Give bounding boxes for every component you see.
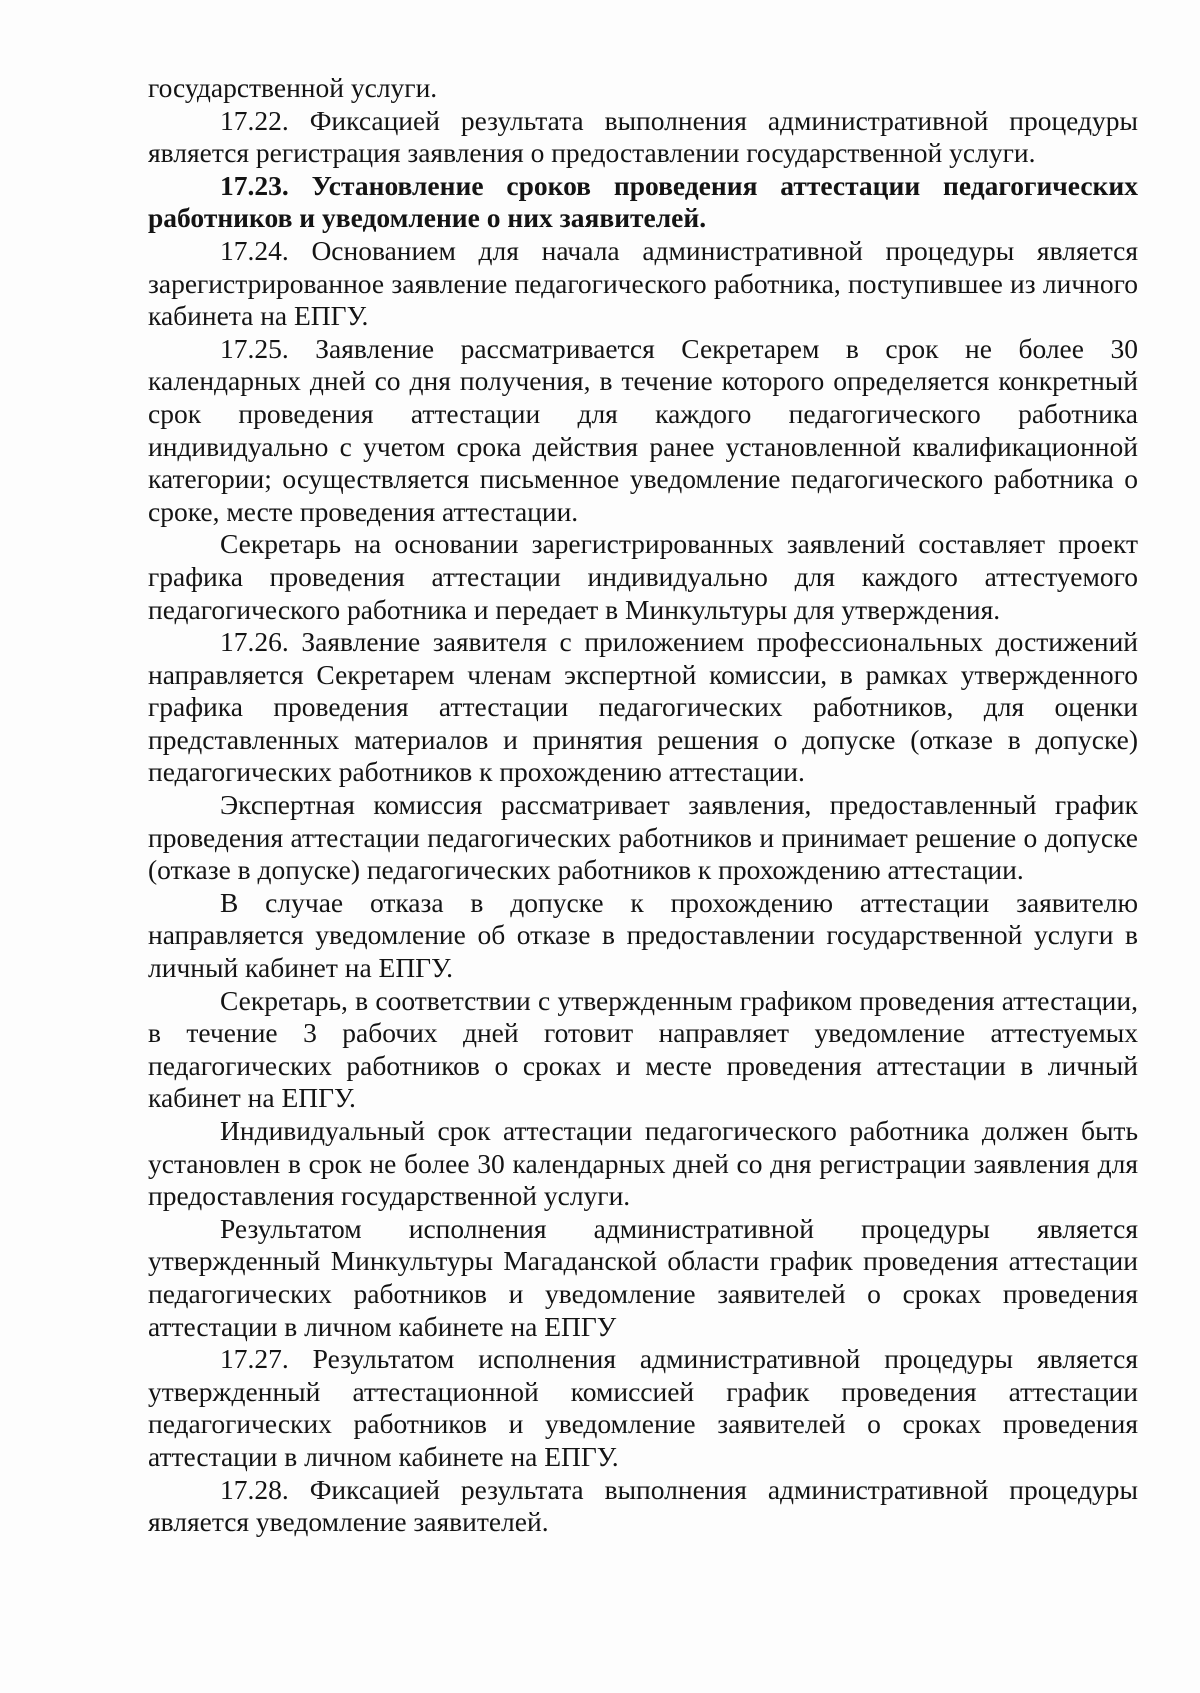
paragraph-individual-term: Индивидуальный срок аттестации педагогического работника должен быть установлен в срок не более 30 календарных дней со дня регистрации заявления для предоставления государственной услуги.	[148, 1115, 1138, 1212]
section-heading-17-23: 17.23. Установление сроков проведения аттестации педагогических работников и уведомление о них заявителей.	[148, 169, 1138, 234]
paragraph-result: Результатом исполнения административной процедуры является утвержденный Минкультуры Магаданской области график проведения аттестации педагогических работников и уведомление заявителей о сроках проведения аттестации в личном кабинете на ЕПГУ	[148, 1212, 1138, 1342]
paragraph-17-26: 17.26. Заявление заявителя с приложением профессиональных достижений направляется Секретарем членам экспертной комиссии, в рамках утвержденного графика проведения аттестации педагогических работников, для оценки представленных материалов и принятия решения о допуске (отказе в допуске) педагогических работников к прохождению аттестации.	[148, 626, 1138, 788]
paragraph-17-22: 17.22. Фиксацией результата выполнения административной процедуры является регистрация заявления о предоставлении государственной услуги.	[148, 104, 1138, 169]
paragraph-continuation: государственной услуги.	[148, 72, 438, 103]
paragraph-expert-commission: Экспертная комиссия рассматривает заявления, предоставленный график проведения аттестации педагогических работников и принимает решение о допуске (отказе в допуске) педагогических работников к прохождению аттестации.	[148, 789, 1138, 886]
paragraph-17-27: 17.27. Результатом исполнения административной процедуры является утвержденный аттестационной комиссией график проведения аттестации педагогических работников и уведомление заявителей о сроках проведения аттестации в личном кабинете на ЕПГУ.	[148, 1343, 1138, 1472]
paragraph-17-25: 17.25. Заявление рассматривается Секретарем в срок не более 30 календарных дней со дня получения, в течение которого определяется конкретный срок проведения аттестации для каждого педагогического работника индивидуально с учетом срока действия ранее установленной квалификационной категории; осуществляется письменное уведомление педагогического работника о сроке, месте проведения аттестации.	[148, 332, 1138, 527]
paragraph-17-24: 17.24. Основанием для начала административной процедуры является зарегистрированное заявление педагогического работника, поступившее из личного кабинета на ЕПГУ.	[148, 234, 1138, 332]
paragraph-secretary-schedule: Секретарь на основании зарегистрированных заявлений составляет проект графика проведения аттестации индивидуально для каждого аттестуемого педагогического работника и передает в Минкультуры для утверждения.	[148, 528, 1138, 625]
paragraph-17-28: 17.28. Фиксацией результата выполнения административной процедуры является уведомление заявителей.	[148, 1473, 1138, 1538]
paragraph-secretary-notification: Секретарь, в соответствии с утвержденным графиком проведения аттестации, в течение 3 рабочих дней готовит направляет уведомление аттестуемых педагогических работников о сроках и месте проведения аттестации в личный кабинет на ЕПГУ.	[148, 984, 1138, 1114]
paragraph-refusal: В случае отказа в допуске к прохождению аттестации заявителю направляется уведомление об отказе в предоставлении государственной услуги в личный кабинет на ЕПГУ.	[148, 886, 1138, 984]
document-body	[148, 72, 1138, 1539]
